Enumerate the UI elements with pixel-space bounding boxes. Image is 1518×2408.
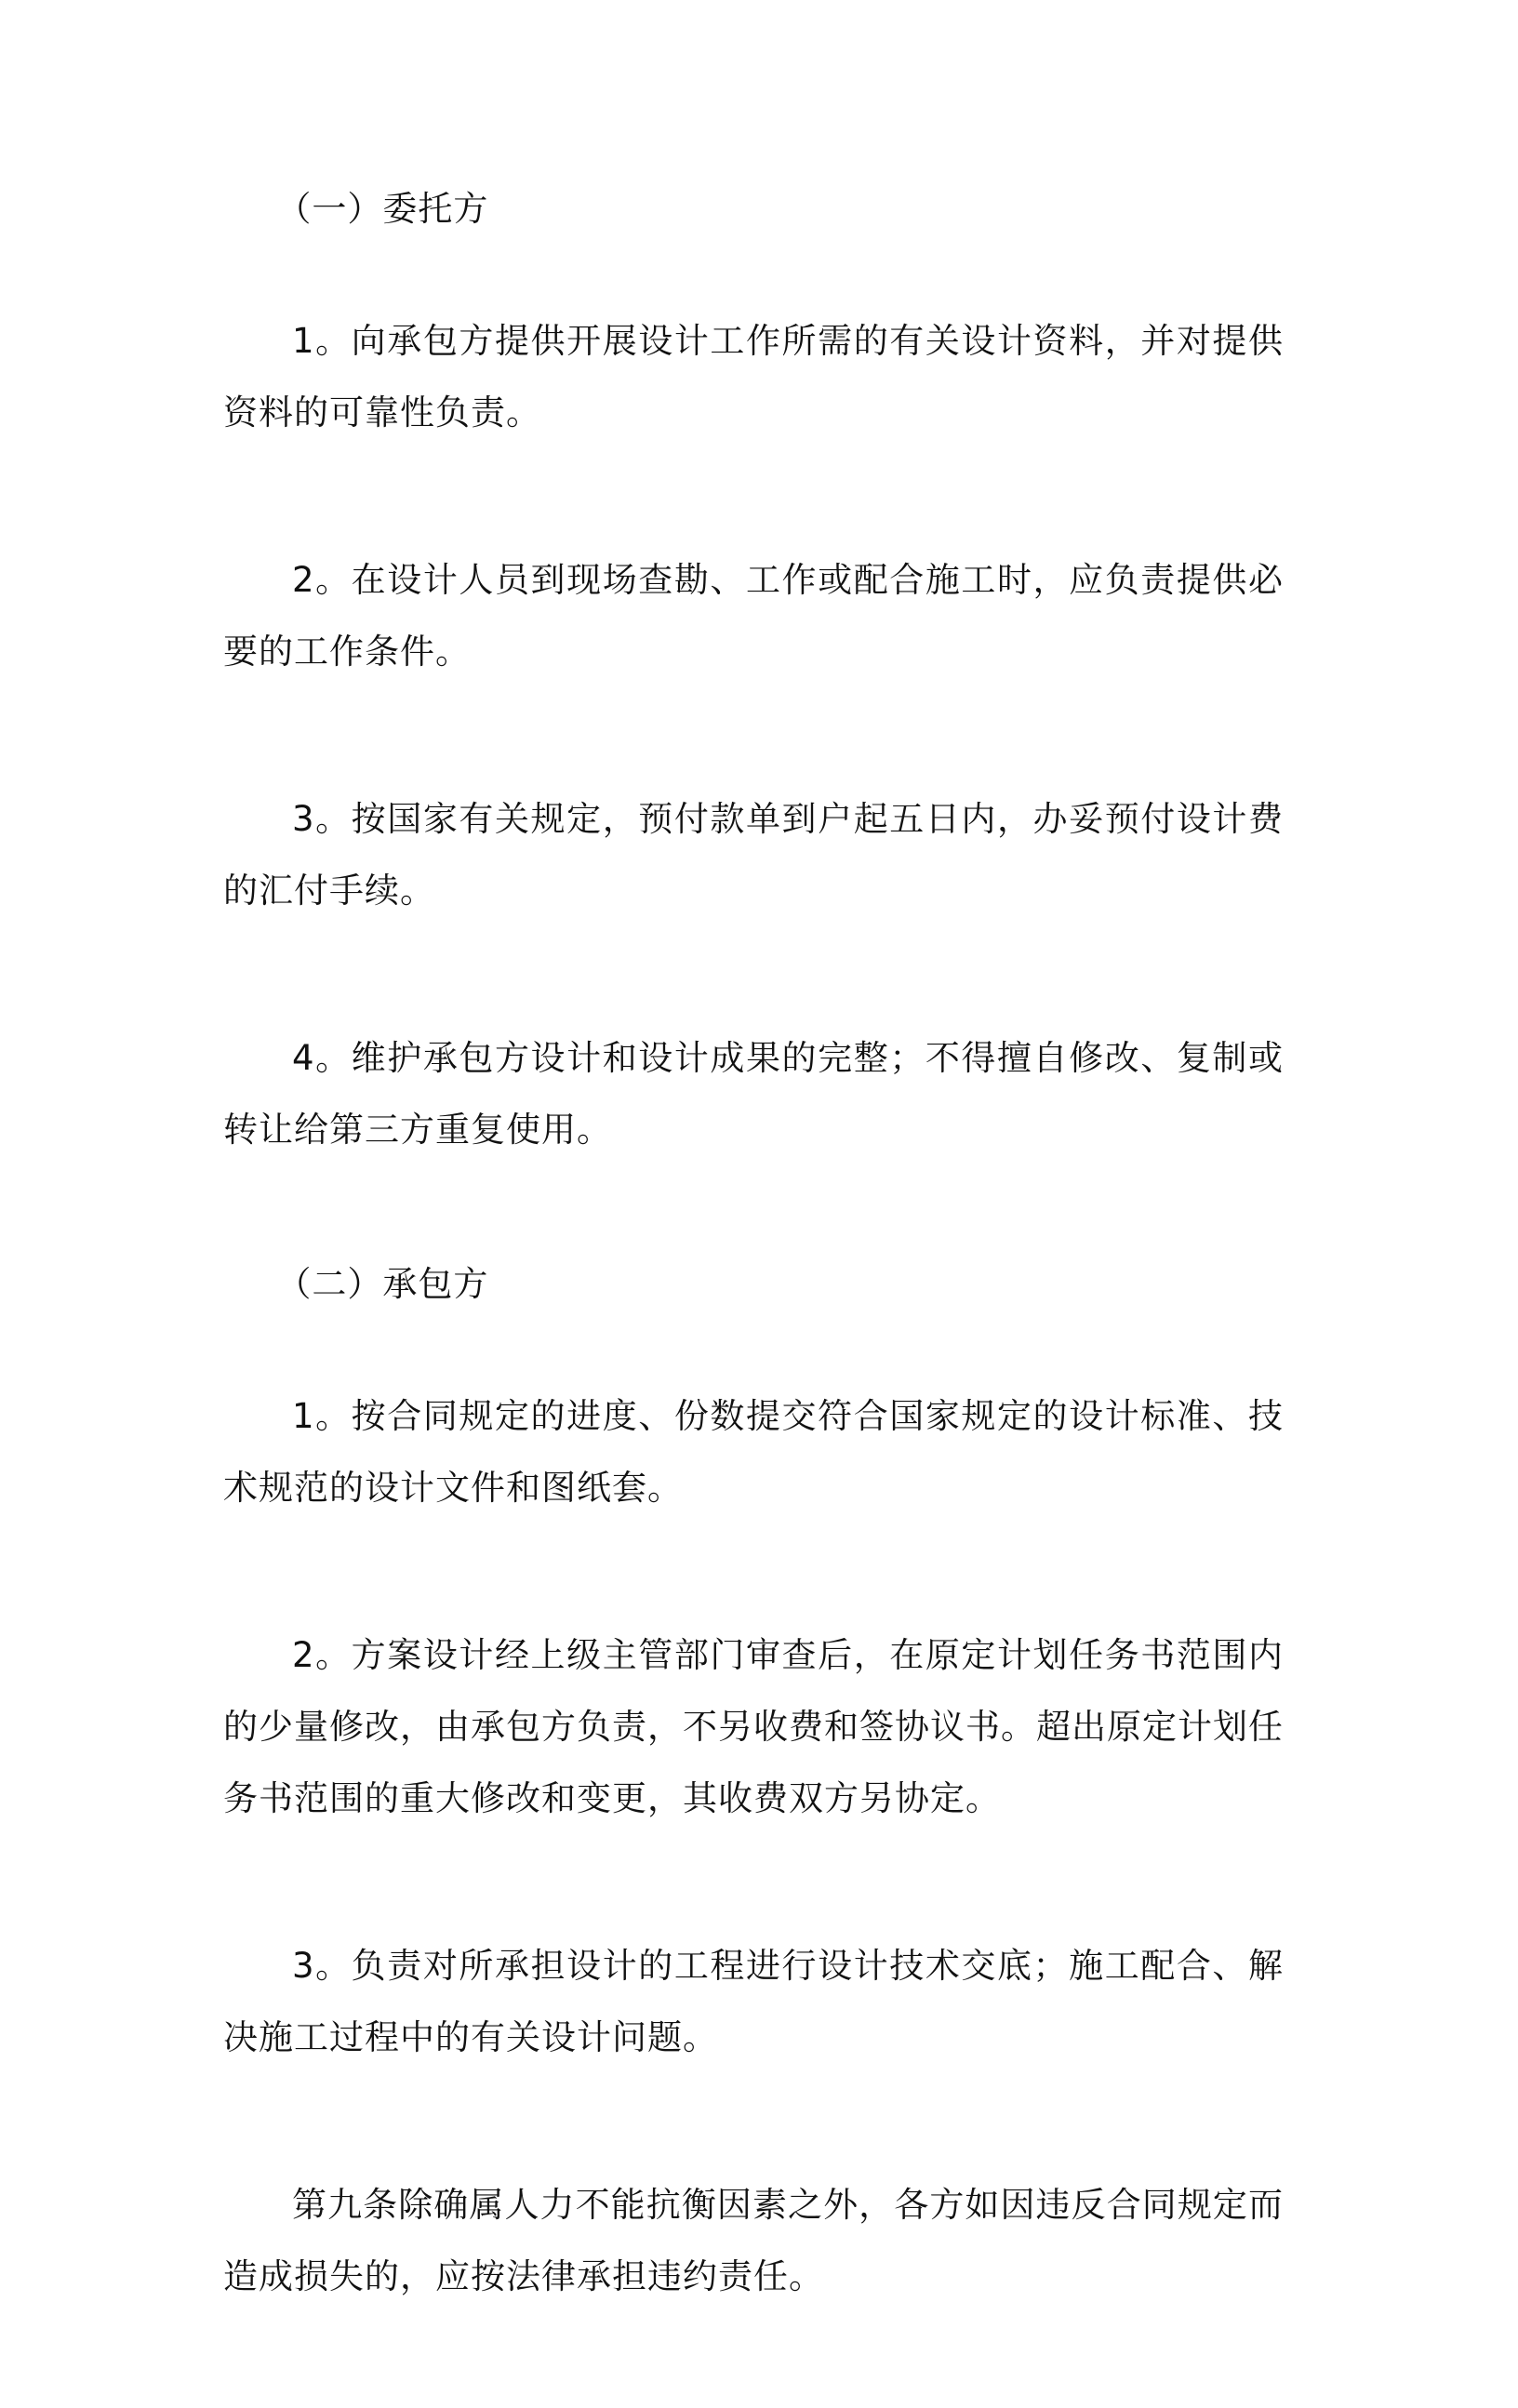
contractor-clause-2: 2。方案设计经上级主管部门审查后，在原定计划任务书范围内的少量修改，由承包方负责，不另收费和签协议书。超出原定计划任务书范围的重大修改和变更，其收费双方另协定。 <box>223 1635 1284 1818</box>
client-clause-2: 2。在设计人员到现场查勘、工作或配合施工时，应负责提供必要的工作条件。 <box>223 560 1284 672</box>
article-9-paragraph: 第九条除确属人力不能抗衡因素之外，各方如因违反合同规定而造成损失的，应按法律承担违约责任。 <box>223 2185 1284 2296</box>
client-clause-3: 3。按国家有关规定，预付款单到户起五日内，办妥预付设计费的汇付手续。 <box>223 799 1284 911</box>
section-heading-contractor: （二）承包方 <box>276 1264 489 1304</box>
client-clause-1: 1。向承包方提供开展设计工作所需的有关设计资料，并对提供资料的可靠性负责。 <box>223 321 1284 432</box>
contractor-clause-1: 1。按合同规定的进度、份数提交符合国家规定的设计标准、技术规范的设计文件和图纸套。 <box>223 1396 1284 1508</box>
document-body <box>223 177 1284 2408</box>
client-clause-4: 4。维护承包方设计和设计成果的完整；不得擅自修改、复制或转让给第三方重复使用。 <box>223 1038 1284 1150</box>
section-heading-client: （一）委托方 <box>276 189 489 229</box>
contractor-clause-3: 3。负责对所承担设计的工程进行设计技术交底；施工配合、解决施工过程中的有关设计问题。 <box>223 1946 1284 2057</box>
